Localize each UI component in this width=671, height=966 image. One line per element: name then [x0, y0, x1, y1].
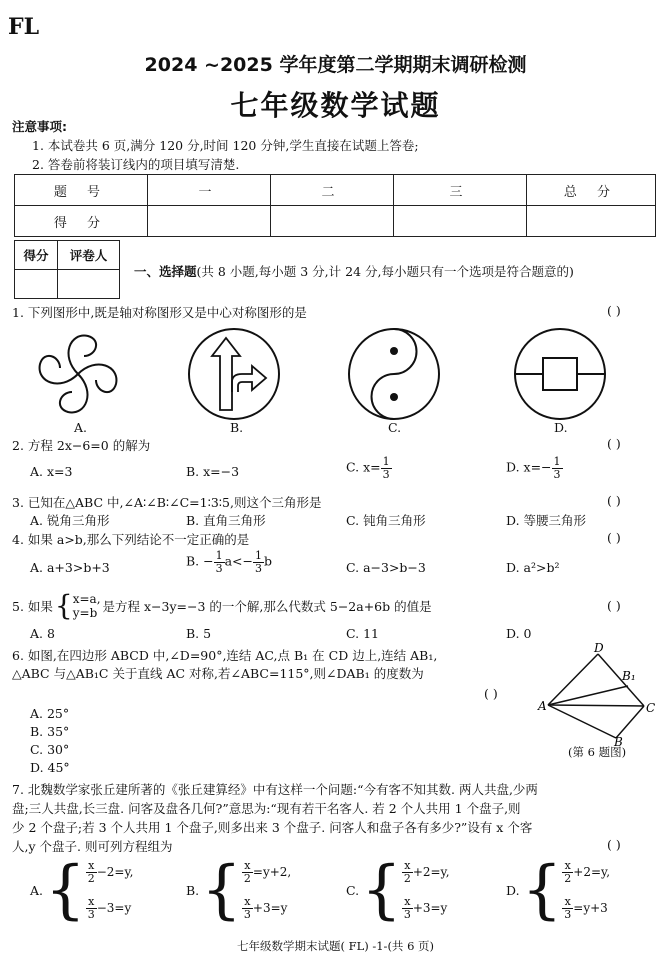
q5-system: { x=a, y=b — [54, 589, 101, 623]
q1-label-c: C. — [388, 420, 402, 435]
q5-option-a[interactable]: A. 8 — [30, 626, 55, 641]
q1-label-b: B. — [230, 420, 244, 435]
score-header-cell: 一 — [148, 175, 271, 206]
q2-option-b[interactable]: B. x=−3 — [186, 464, 240, 479]
q1-figure-c — [346, 326, 442, 422]
q6-figure-caption: (第 6 题图) — [568, 745, 627, 759]
subject-title: 七年级数学试题 — [230, 89, 441, 122]
notes-item-2: 2. 答卷前将装订线内的项目填写清楚. — [32, 157, 240, 172]
q3-option-a[interactable]: A. 锐角三角形 — [30, 513, 110, 528]
q5-stem-pre: 5. 如果 — [12, 599, 53, 615]
q1-label-a: A. — [74, 420, 88, 435]
q4-option-b-pre: B. − — [186, 553, 214, 569]
score-header-cell: 题 号 — [15, 175, 148, 206]
grader-name-label: 评卷人 — [57, 241, 119, 270]
grader-name-cell[interactable] — [57, 270, 119, 299]
grader-score-cell[interactable] — [15, 270, 58, 299]
q1-figure-a — [30, 326, 126, 422]
grader-box — [14, 240, 120, 299]
q6-option-b[interactable]: B. 35° — [30, 724, 70, 739]
exam-title: 2024 ~2025 学年度第二学期期末调研检测 — [144, 54, 527, 76]
q6-option-d[interactable]: D. 45° — [30, 760, 70, 775]
q7-line-1: 7. 北魏数学家张丘建所著的《张丘建算经》中有这样一个问题:“今有客不知其数. 两人共盘,少两 — [12, 782, 538, 797]
q6-point-c: C — [646, 701, 656, 715]
section-1-title: 一、选择题 — [134, 264, 197, 279]
q1-figure-b — [186, 326, 282, 422]
q4-option-b[interactable] — [186, 550, 272, 574]
score-header-cell: 三 — [394, 175, 527, 206]
q2-option-c[interactable] — [346, 456, 392, 480]
q7-option-a[interactable]: A. { $\frac{x}{2}$ −2=y, $\frac{x}{3}$ −3=y — [30, 853, 134, 927]
q2-answer-paren[interactable]: ( ) — [607, 436, 621, 451]
section-1-heading — [134, 262, 574, 280]
q4-option-b-fraction-1: $\frac{1}{3}$ — [215, 549, 223, 575]
notes-item-1: 1. 本试卷共 6 页,满分 120 分,时间 120 分钟,学生直接在试题上答卷; — [32, 138, 419, 153]
notes-heading: 注意事项: — [12, 119, 67, 134]
q3-answer-paren[interactable]: ( ) — [607, 493, 621, 508]
section-1-desc: (共 8 小题,每小题 3 分,计 24 分,每小题只有一个选项是符合题意的) — [196, 264, 574, 279]
q2-option-c-fraction: $\frac{1}{3}$ — [382, 455, 390, 481]
q7-option-d[interactable]: D. { $\frac{x}{2}$ +2=y, $\frac{x}{3}$ =y+3 — [506, 853, 611, 927]
q5-option-d[interactable]: D. 0 — [506, 626, 532, 641]
q3-option-c[interactable]: C. 钝角三角形 — [346, 513, 426, 528]
q4-answer-paren[interactable]: ( ) — [607, 530, 621, 545]
q5-stem-post: 是方程 x−3y=−3 的一个解,那么代数式 5−2a+6b 的值是 — [102, 599, 432, 615]
q2-option-a[interactable]: A. x=3 — [30, 464, 73, 479]
score-header-cell: 总 分 — [527, 175, 656, 206]
score-input-cell[interactable] — [271, 206, 394, 237]
q6-point-a: A — [538, 699, 547, 713]
q7-option-d-label: D. — [506, 882, 520, 898]
q2-stem: 2. 方程 2x−6=0 的解为 — [12, 438, 151, 453]
q7-option-b-label: B. — [186, 882, 200, 898]
score-table-header-row — [15, 175, 656, 206]
score-header-cell: 二 — [271, 175, 394, 206]
score-input-cell[interactable] — [527, 206, 656, 237]
q4-option-c[interactable]: C. a−3>b−3 — [346, 560, 426, 575]
q7-line-4: 人,y 个盘子. 则可列方程组为 — [12, 839, 173, 854]
q7-line-3: 少 2 个盘子;若 3 个人共用 1 个盘子,则多出来 3 个盘子. 问客人和盘子各有多少?”设有 x 个客 — [12, 820, 533, 835]
q5-system-eq1: x=a, — [72, 592, 101, 606]
q5-system-eq2: y=b — [72, 606, 98, 621]
q5-option-c[interactable]: C. 11 — [346, 626, 379, 641]
q7-line-2: 盘;三人共盘,长三盘. 问客及盘各几何?”意思为:“现有若干名客人. 若 2 个人共用 1 个盘子,则 — [12, 801, 521, 816]
q6-point-b: B — [614, 735, 623, 746]
q7-option-c[interactable]: C. { $\frac{x}{2}$ +2=y, $\frac{x}{3}$ +3=y — [346, 853, 450, 927]
q7-answer-paren[interactable]: ( ) — [607, 837, 621, 852]
score-input-cell[interactable] — [148, 206, 271, 237]
q2-option-d-text: D. x=− — [506, 459, 552, 475]
q4-option-b-mid: a<− — [224, 553, 254, 569]
q2-option-d[interactable] — [506, 456, 563, 480]
q6-figure — [536, 640, 658, 746]
q2-option-d-fraction: $\frac{1}{3}$ — [553, 455, 561, 481]
q6-option-a[interactable]: A. 25° — [30, 706, 70, 721]
score-row-label: 得 分 — [15, 206, 148, 237]
q4-option-b-fraction-2: $\frac{1}{3}$ — [255, 549, 263, 575]
q1-stem: 1. 下列图形中,既是轴对称图形又是中心对称图形的是 — [12, 305, 307, 320]
q5-stem — [12, 589, 432, 623]
q6-line-1: 6. 如图,在四边形 ABCD 中,∠D=90°,连结 AC,点 B₁ 在 CD 边上,连结 AB₁, — [12, 648, 438, 663]
q2-option-c-text: C. x= — [346, 459, 381, 475]
q6-point-b1: B₁ — [622, 669, 636, 683]
q1-label-d: D. — [554, 420, 568, 435]
q4-option-a[interactable]: A. a+3>b+3 — [30, 560, 110, 575]
q7-option-c-label: C. — [346, 882, 360, 898]
q1-figure-d — [512, 326, 608, 422]
q1-answer-paren[interactable]: ( ) — [607, 303, 621, 318]
q4-stem: 4. 如果 a>b,那么下列结论不一定正确的是 — [12, 532, 250, 547]
q3-option-b[interactable]: B. 直角三角形 — [186, 513, 266, 528]
q6-point-d: D — [594, 641, 604, 655]
q5-answer-paren[interactable]: ( ) — [607, 598, 621, 613]
score-table-score-row — [15, 206, 656, 237]
q4-option-b-post: b — [264, 553, 273, 569]
q4-option-d[interactable]: D. a²>b² — [506, 560, 560, 575]
q6-line-2: △ABC 与△AB₁C 关于直线 AC 对称,若∠ABC=115°,则∠DAB₁ 的度数为 — [12, 666, 424, 681]
q7-option-b[interactable]: B. { $\frac{x}{2}$ =y+2, $\frac{x}{3}$ +3=y — [186, 853, 292, 927]
q7-option-a-label: A. — [30, 882, 44, 898]
score-table — [14, 174, 656, 237]
grader-score-label: 得分 — [15, 241, 58, 270]
q5-option-b[interactable]: B. 5 — [186, 626, 212, 641]
q3-stem: 3. 已知在△ABC 中,∠A∶∠B∶∠C=1∶3∶5,则这个三角形是 — [12, 495, 322, 510]
corner-code: FL — [8, 14, 40, 40]
q3-option-d[interactable]: D. 等腰三角形 — [506, 513, 587, 528]
score-input-cell[interactable] — [394, 206, 527, 237]
q6-option-c[interactable]: C. 30° — [30, 742, 70, 757]
q6-answer-paren[interactable]: ( ) — [484, 686, 498, 701]
page-footer: 七年级数学期末试题( FL) -1-(共 6 页) — [236, 939, 435, 953]
